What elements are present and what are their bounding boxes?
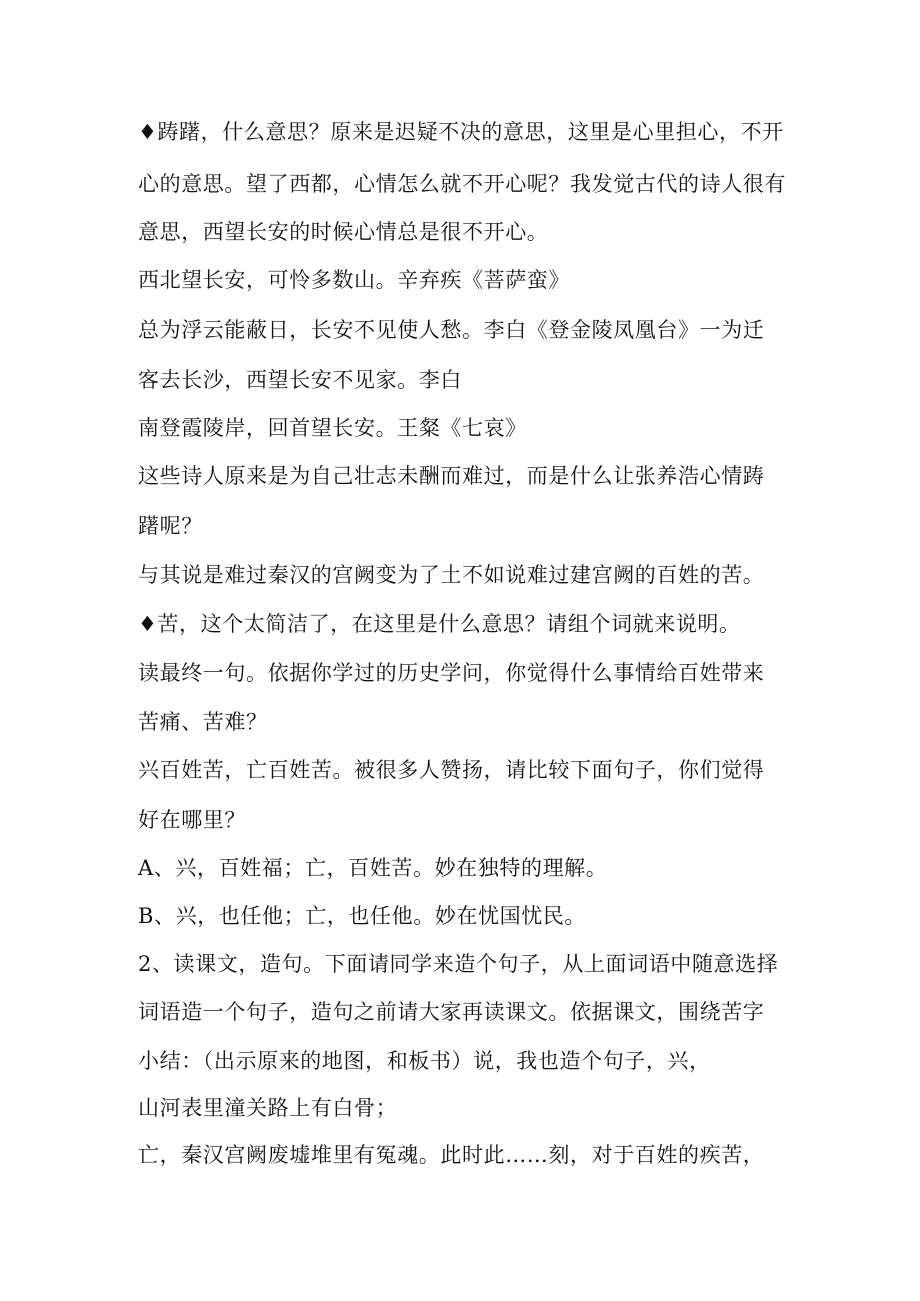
text-line: 苦痛、苦难？ [138,710,268,734]
text-line: 躇呢？ [138,514,203,538]
text-line: 亡，秦汉宫阙废墟堆里有冤魂。此时此……刻，对于百姓的疾苦， [138,1143,765,1167]
text-line: 意思，西望长安的时候心情总是很不开心。 [138,220,549,244]
text-line: 客去长沙，西望长安不见家。李白 [138,368,462,392]
text-line: 好在哪里？ [138,808,246,832]
text-line: 2、读课文，造句。下面请同学来造个句子，从上面词语中随意选择 [138,952,779,976]
text-line: 山河表里潼关路上有白骨； [138,1096,398,1120]
text-line: 读最终一句。依据你学过的历史学问，你觉得什么事情给百姓带来 [138,661,765,685]
text-line: 词语造一个句子，造句之前请大家再读课文。依据课文，围绕苦字 [138,1000,765,1024]
text-line: ♦苦，这个太简洁了，在这里是什么意思？请组个词就来说明。 [138,612,741,636]
text-line: 西北望长安，可怜多数山。辛弃疾《菩萨蛮》 [138,268,570,292]
text-line: 心的意思。望了西都，心情怎么就不开心呢？我发觉古代的诗人很有 [138,172,786,196]
text-line: ♦踌躇，什么意思？原来是迟疑不决的意思，这里是心里担心，不开 [138,120,784,144]
text-line: A、兴，百姓福；亡，百姓苦。妙在独特的理解。 [138,856,608,880]
text-line: 小结：（出示原来的地图，和板书）说，我也造个句子，兴， [138,1049,711,1073]
text-line: 总为浮云能蔽日，长安不见使人愁。李白《登金陵凤凰台》一为迁 [138,318,765,342]
text-line: 这些诗人原来是为自己壮志未酬而难过，而是什么让张养浩心情踌 [138,464,765,488]
text-line: 兴百姓苦，亡百姓苦。被很多人赞扬，请比较下面句子，你们觉得 [138,758,765,782]
text-line: 南登霞陵岸，回首望长安。王粲《七哀》 [138,416,527,440]
text-line: B、兴，也任他；亡，也任他。妙在忧国忧民。 [138,904,587,928]
text-line: 与其说是难过秦汉的宫阙变为了土不如说难过建宫阙的百姓的苦。 [138,563,765,587]
